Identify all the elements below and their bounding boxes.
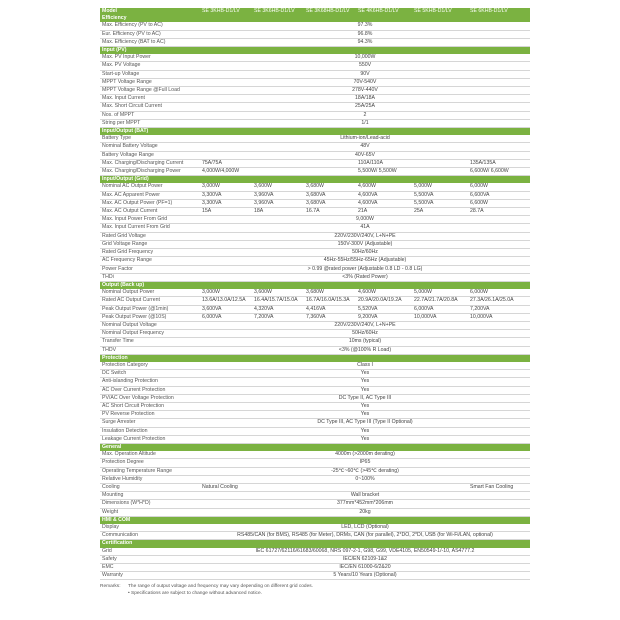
- model-name: SE 3K6HB-D1/LV: [252, 8, 304, 15]
- spec-value: 90V: [200, 70, 530, 78]
- spec-label: Peak Output Power (@1min): [100, 305, 200, 313]
- spec-label: Anti-islanding Protection: [100, 378, 200, 386]
- spec-value: 3,600VA: [200, 305, 252, 313]
- spec-value: 16.7A: [304, 208, 356, 216]
- section-title: General: [100, 443, 530, 451]
- spec-value: 3,000W: [200, 289, 252, 297]
- spec-value: 25A/25A: [200, 103, 530, 111]
- spec-value: 3,960VA: [252, 199, 304, 207]
- spec-label: Max. PV Voltage: [100, 62, 200, 70]
- spec-row: [100, 451, 530, 459]
- spec-value: 3,680VA: [304, 191, 356, 199]
- spec-label: PV/AC Over Voltage Protection: [100, 394, 200, 402]
- spec-label: Nominal Output Power: [100, 289, 200, 297]
- spec-value: 220V/230V/240V, L+N+PE: [200, 232, 530, 240]
- spec-row: [100, 435, 530, 443]
- spec-value: 9,000W: [200, 216, 530, 224]
- spec-value: DC Type II, AC Type III: [200, 394, 530, 402]
- spec-row: [100, 492, 530, 500]
- spec-value: 4,416VA: [304, 305, 356, 313]
- spec-label: Battery Voltage Range: [100, 151, 200, 159]
- spec-value: 50Hz/60Hz: [200, 249, 530, 257]
- spec-value: 6,000VA: [412, 305, 468, 313]
- spec-label: THDi: [100, 273, 200, 281]
- spec-value: 75A/75A: [200, 159, 356, 167]
- spec-label: Max. Input Current: [100, 95, 200, 103]
- spec-value: 4,320VA: [252, 305, 304, 313]
- spec-sheet: [100, 8, 530, 597]
- section-header: [100, 516, 530, 524]
- spec-label: Warranty: [100, 572, 200, 580]
- spec-value: IEC/EN 61000-6/2&20: [200, 564, 530, 572]
- spec-row: [100, 483, 530, 491]
- spec-row: [100, 78, 530, 86]
- spec-row: [100, 289, 530, 297]
- spec-value: 3,000W: [200, 183, 252, 191]
- spec-row: [100, 467, 530, 475]
- section-header: [100, 15, 530, 22]
- spec-label: Operating Temperature Range: [100, 467, 200, 475]
- spec-row: [100, 265, 530, 273]
- section-header: [100, 176, 530, 184]
- spec-value: 5,500W/ 5,500W: [356, 168, 468, 176]
- spec-row: [100, 346, 530, 354]
- spec-row: [100, 402, 530, 410]
- spec-row: [100, 555, 530, 563]
- spec-value: 96.8%: [200, 30, 530, 38]
- spec-value: 4,600W: [356, 183, 412, 191]
- spec-value: DC Type III, AC Type III (Type II Optional): [200, 419, 530, 427]
- spec-value: Yes: [200, 386, 530, 394]
- spec-value: 135A/135A: [468, 159, 530, 167]
- spec-value: Yes: [200, 378, 530, 386]
- spec-value: 22.7A/21.7A/20.8A: [412, 297, 468, 305]
- spec-value: <3% (Rated Power): [200, 273, 530, 281]
- spec-value: > 0.99 @rated power (Adjustable 0.8 LD - 0.8 LG): [200, 265, 530, 273]
- remarks-line: • Specifications are subject to change without advanced notice.: [128, 590, 262, 596]
- spec-row: [100, 572, 530, 580]
- spec-label: Max. AC Output Current: [100, 208, 200, 216]
- model-name: SE 3KHB-D1/LV: [200, 8, 252, 15]
- spec-row: [100, 548, 530, 556]
- spec-label: Rated Grid Frequency: [100, 249, 200, 257]
- spec-row: [100, 321, 530, 329]
- spec-value: 3,680W: [304, 289, 356, 297]
- spec-value: 10,000W: [200, 54, 530, 62]
- spec-row: [100, 183, 530, 191]
- spec-row: [100, 338, 530, 346]
- spec-value: Natural Cooling: [200, 483, 468, 491]
- spec-value: 7,360VA: [304, 313, 356, 321]
- spec-row: [100, 62, 530, 70]
- model-name: SE 5KHB-D1/LV: [412, 8, 468, 15]
- spec-label: Display: [100, 524, 200, 532]
- spec-row: [100, 394, 530, 402]
- spec-label: String per MPPT: [100, 119, 200, 127]
- spec-row: [100, 249, 530, 257]
- spec-row: [100, 273, 530, 281]
- spec-label: Leakage Current Protection: [100, 435, 200, 443]
- spec-label: Battery Type: [100, 135, 200, 143]
- remarks-text: Specifications are subject to change without advanced notice.: [131, 590, 262, 596]
- spec-value: 4,600W: [356, 289, 412, 297]
- spec-value: 150V-300V (Adjustable): [200, 240, 530, 248]
- spec-value: 110A/110A: [356, 159, 468, 167]
- spec-value: 50Hz/60Hz: [200, 330, 530, 338]
- spec-value: 4000m (>2000m derating): [200, 451, 530, 459]
- spec-row: [100, 151, 530, 159]
- model-header-row: [100, 8, 530, 15]
- spec-value: 10,000VA: [412, 313, 468, 321]
- model-name: SE 6KHB-D1/LV: [468, 8, 530, 15]
- spec-row: [100, 232, 530, 240]
- spec-value: 16.7A/16.0A/15.3A: [304, 297, 356, 305]
- spec-row: [100, 427, 530, 435]
- spec-row: [100, 240, 530, 248]
- spec-label: AC Short Circuit Protection: [100, 402, 200, 410]
- spec-row: [100, 475, 530, 483]
- spec-value: Yes: [200, 435, 530, 443]
- spec-label: Max. Charging/Discharging Current: [100, 159, 200, 167]
- spec-label: THDV: [100, 346, 200, 354]
- spec-value: 18A: [252, 208, 304, 216]
- spec-label: Surge Arrester: [100, 419, 200, 427]
- spec-value: 377mm*452mm*206mm: [200, 500, 530, 508]
- spec-label: Mounting: [100, 492, 200, 500]
- spec-label: Grid Voltage Range: [100, 240, 200, 248]
- spec-value: 7,200VA: [468, 305, 530, 313]
- spec-label: Nos. of MPPT: [100, 111, 200, 119]
- spec-value: Yes: [200, 427, 530, 435]
- spec-value: 6,600VA: [468, 191, 530, 199]
- spec-label: Protection Category: [100, 362, 200, 370]
- spec-value: Smart Fan Cooling: [468, 483, 530, 491]
- spec-label: Max. PV Input Power: [100, 54, 200, 62]
- spec-row: [100, 159, 530, 167]
- spec-label: Protection Degree: [100, 459, 200, 467]
- spec-label: Max. Input Power From Grid: [100, 216, 200, 224]
- spec-row: [100, 168, 530, 176]
- spec-value: 20.9A/20.0A/19.2A: [356, 297, 412, 305]
- spec-value: LED, LCD (Optional): [200, 524, 530, 532]
- spec-value: 0~100%: [200, 475, 530, 483]
- spec-row: [100, 111, 530, 119]
- spec-value: 3,680VA: [304, 199, 356, 207]
- spec-row: [100, 378, 530, 386]
- spec-value: 28.7A: [468, 208, 530, 216]
- spec-value: Yes: [200, 370, 530, 378]
- spec-value: <3% (@100% R Load): [200, 346, 530, 354]
- spec-row: [100, 459, 530, 467]
- spec-value: 6,000VA: [200, 313, 252, 321]
- spec-value: 6,000W: [468, 183, 530, 191]
- spec-label: Dimensions (W*H*D): [100, 500, 200, 508]
- spec-value: 70V-540V: [200, 78, 530, 86]
- model-name: SE 3K68HB-D1/LV: [304, 8, 356, 15]
- spec-row: [100, 199, 530, 207]
- spec-value: 3,600W: [252, 289, 304, 297]
- spec-value: 3,300VA: [200, 199, 252, 207]
- spec-row: [100, 297, 530, 305]
- spec-value: 6,600W: [468, 199, 530, 207]
- remarks: [100, 584, 530, 597]
- section-title: Certification: [100, 540, 530, 548]
- spec-value: IEC 61727/62116/61683/60068, NRS 097-2-1, G98, G99, VDE4105, EN50549-1/-10, AS4777.2: [200, 548, 530, 556]
- spec-row: [100, 30, 530, 38]
- spec-row: [100, 411, 530, 419]
- spec-label: Weight: [100, 508, 200, 516]
- spec-value: Yes: [200, 411, 530, 419]
- spec-value: 9,200VA: [356, 313, 412, 321]
- remarks-label: Remarks:: [100, 584, 121, 590]
- spec-label: Rated Grid Voltage: [100, 232, 200, 240]
- section-header: [100, 354, 530, 362]
- spec-value: 40V-65V: [200, 151, 530, 159]
- spec-row: [100, 216, 530, 224]
- spec-value: 27.3A/26.1A/25.0A: [468, 297, 530, 305]
- spec-value: 16.4A/15.7A/15.0A: [252, 297, 304, 305]
- spec-value: 4,600VA: [356, 199, 412, 207]
- spec-row: [100, 532, 530, 540]
- spec-row: [100, 224, 530, 232]
- spec-value: 3,600W: [252, 183, 304, 191]
- spec-label: Insulation Detection: [100, 427, 200, 435]
- spec-label: Rated AC Output Current: [100, 297, 200, 305]
- spec-row: [100, 191, 530, 199]
- spec-value: 5,000W: [412, 289, 468, 297]
- spec-value: 18A/18A: [200, 95, 530, 103]
- spec-value: 3,680W: [304, 183, 356, 191]
- section-header: [100, 47, 530, 55]
- spec-label: MPPT Voltage Range @Full Load: [100, 87, 200, 95]
- spec-row: [100, 508, 530, 516]
- section-title: Input/Output (Grid): [100, 176, 530, 184]
- section-title: HMI & COM: [100, 516, 530, 524]
- spec-row: [100, 386, 530, 394]
- spec-value: 5,500VA: [412, 199, 468, 207]
- spec-label: PV Reverse Protection: [100, 411, 200, 419]
- spec-value: 220V/230V/240V, L+N+PE: [200, 321, 530, 329]
- spec-label: Max. Charging/Discharging Power: [100, 168, 200, 176]
- spec-value: IEC/EN 62109-1&2: [200, 555, 530, 563]
- spec-value: Yes: [200, 402, 530, 410]
- spec-label: Nominal AC Output Power: [100, 183, 200, 191]
- spec-value: 48V: [200, 143, 530, 151]
- section-title: Input/Output (BAT): [100, 128, 530, 136]
- spec-label: Max. Input Current From Grid: [100, 224, 200, 232]
- spec-row: [100, 208, 530, 216]
- spec-value: 15A: [200, 208, 252, 216]
- spec-value: 6,000W: [468, 289, 530, 297]
- spec-value: 4,000W/4,000W: [200, 168, 356, 176]
- spec-label: MPPT Voltage Range: [100, 78, 200, 86]
- spec-value: 2: [200, 111, 530, 119]
- spec-row: [100, 330, 530, 338]
- spec-row: [100, 87, 530, 95]
- spec-row: [100, 54, 530, 62]
- section-header: [100, 540, 530, 548]
- spec-value: 41A: [200, 224, 530, 232]
- spec-label: Nominal Output Frequency: [100, 330, 200, 338]
- spec-value: 278V-440V: [200, 87, 530, 95]
- spec-value: 7,200VA: [252, 313, 304, 321]
- spec-value: 25A: [412, 208, 468, 216]
- spec-row: [100, 22, 530, 30]
- spec-row: [100, 305, 530, 313]
- spec-row: [100, 362, 530, 370]
- spec-value: Wall bracket: [200, 492, 530, 500]
- spec-label: Max. AC Output Power (PF=1): [100, 199, 200, 207]
- spec-row: [100, 419, 530, 427]
- spec-label: Power Factor: [100, 265, 200, 273]
- spec-value: 97.3%: [200, 22, 530, 30]
- spec-row: [100, 103, 530, 111]
- spec-label: Start-up Voltage: [100, 70, 200, 78]
- spec-label: Max. Short Circuit Current: [100, 103, 200, 111]
- spec-row: [100, 95, 530, 103]
- spec-body: [100, 15, 530, 580]
- model-label: Model: [100, 8, 200, 15]
- spec-value: 13.6A/13.0A/12.5A: [200, 297, 252, 305]
- spec-value: 6,600W/ 6,600W: [468, 168, 530, 176]
- spec-label: Cooling: [100, 483, 200, 491]
- spec-row: [100, 564, 530, 572]
- section-header: [100, 281, 530, 289]
- remarks-text: The range of output voltage and frequency may vary depending on different grid codes.: [128, 584, 313, 590]
- spec-value: 10ms (typical): [200, 338, 530, 346]
- spec-row: [100, 313, 530, 321]
- spec-value: Lithium-ion/Lead-acid: [200, 135, 530, 143]
- spec-label: Max. AC Apparent Power: [100, 191, 200, 199]
- spec-label: Eur. Efficiency (PV to AC): [100, 30, 200, 38]
- section-header: [100, 443, 530, 451]
- spec-value: 5,000W: [412, 183, 468, 191]
- spec-row: [100, 500, 530, 508]
- spec-row: [100, 38, 530, 46]
- spec-row: [100, 135, 530, 143]
- spec-value: 4,600VA: [356, 191, 412, 199]
- spec-label: Nominal Battery Voltage: [100, 143, 200, 151]
- spec-value: IP65: [200, 459, 530, 467]
- spec-value: 94.3%: [200, 38, 530, 46]
- spec-label: EMC: [100, 564, 200, 572]
- spec-row: [100, 257, 530, 265]
- spec-value: 5 Years/10 Years (Optional): [200, 572, 530, 580]
- spec-row: [100, 370, 530, 378]
- section-title: Input (PV): [100, 47, 530, 55]
- spec-label: Grid: [100, 548, 200, 556]
- spec-label: Peak Output Power (@10S): [100, 313, 200, 321]
- spec-label: Max. Efficiency (PV to AC): [100, 22, 200, 30]
- spec-label: AC Frequency Range: [100, 257, 200, 265]
- section-title: Output (Back up): [100, 281, 530, 289]
- spec-value: 10,000VA: [468, 313, 530, 321]
- section-title: Efficiency: [100, 15, 530, 22]
- spec-value: Class I: [200, 362, 530, 370]
- spec-label: Relative Humidity: [100, 475, 200, 483]
- spec-value: 550V: [200, 62, 530, 70]
- spec-value: 21A: [356, 208, 412, 216]
- spec-value: 5,520VA: [356, 305, 412, 313]
- spec-row: [100, 119, 530, 127]
- spec-value: -25℃~60℃ (>45℃ derating): [200, 467, 530, 475]
- spec-row: [100, 70, 530, 78]
- spec-label: Max. Operation Altitude: [100, 451, 200, 459]
- spec-value: 45Hz-55Hz/55Hz-65Hz (Adjustable): [200, 257, 530, 265]
- spec-value: 3,960VA: [252, 191, 304, 199]
- spec-value: 3,300VA: [200, 191, 252, 199]
- section-header: [100, 128, 530, 136]
- spec-value: RS485/CAN (for BMS), RS485 (for Meter), DRMs, CAN (for parallel), 2*DO, 2*DI, USB (for Wi-Fi/LAN, optional): [200, 532, 530, 540]
- spec-label: Transfer Time: [100, 338, 200, 346]
- spec-label: Max. Efficiency (BAT to AC): [100, 38, 200, 46]
- spec-label: Communication: [100, 532, 200, 540]
- spec-label: Nominal Output Voltage: [100, 321, 200, 329]
- spec-table: [100, 8, 530, 580]
- spec-label: AC Over Current Protection: [100, 386, 200, 394]
- spec-value: 1/1: [200, 119, 530, 127]
- model-name: SE 4K6HB-D1/LV: [356, 8, 412, 15]
- section-title: Protection: [100, 354, 530, 362]
- spec-row: [100, 524, 530, 532]
- spec-value: 20kg: [200, 508, 530, 516]
- spec-row: [100, 143, 530, 151]
- spec-value: 5,500VA: [412, 191, 468, 199]
- spec-label: Safety: [100, 555, 200, 563]
- spec-label: DC Switch: [100, 370, 200, 378]
